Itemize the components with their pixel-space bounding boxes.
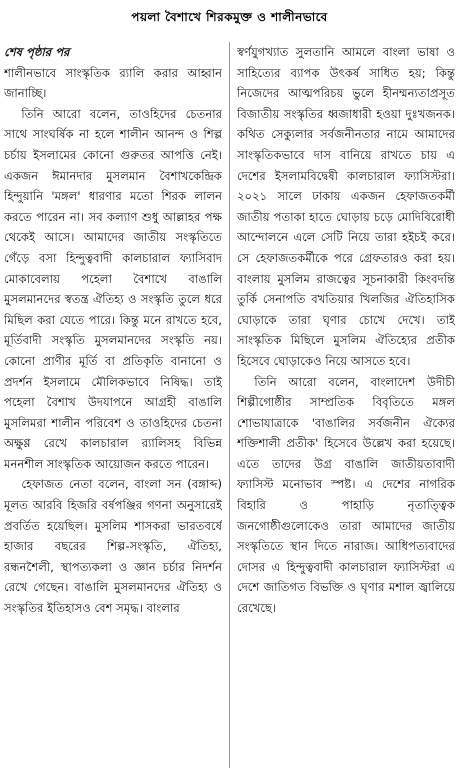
- paragraph: শালীনভাবে সাংস্কৃতিক র‍্যালি করার আহ্বান জানাচ্ছি।: [4, 65, 222, 101]
- paragraph: হেফাজত নেতা বলেন, বাংলা সন (বঙ্গাব্দ) মূলত আরবি হিজরি বর্ষপঞ্জির গণনা অনুসারেই প্রবর্তিত হয়েছিল। মুসলিম শাসকরা ভারতবর্ষে হাজার বছরের শিল্প-সংস্কৃতি, ঐতিহ্য, রন্ধনশৈলী, স্থাপত্যকলা ও জ্ঞান চর্চার নিদর্শন রেখে গেছেন। বাঙালি মুসলমানদের ঐতিহ্য ও সংস্কৃতির ইতিহাসও বেশ সমৃদ্ধ। বাংলার: [4, 477, 222, 616]
- column-divider: [229, 42, 230, 768]
- paragraph: তিনি আরো বলেন, বাংলাদেশ উদীচী শিল্পীগোষ্ঠীর সাম্প্রতিক বিবৃতিতে মঙ্গল শোভাযাত্রাকে 'বাঙালির সর্বজনীন ঐক্যের শক্তিশালী প্রতীক' হিসেবে উল্লেখ করা হয়েছে। এতে তাদের উগ্র বাঙালি জাতীয়তাবাদী ফ্যাসিস্ট মনোভাব স্পষ্ট। এ দেশের নাগরিক বিহারি ও পাহাড়ি নৃতাত্ত্বিক জনগোষ্ঠীগুলোকেও তারা আমাদের জাতীয় সংস্কৃতিতে স্থান দিতে নারাজ। আধিপত্যবাদের দোসর এ হিন্দুত্ববাদী কালচারাল ফ্যাসিস্টরা এ দেশে জাতিগত বিভক্তি ও ঘৃণার মশাল জ্বালিয়ে রেখেছে।: [237, 374, 455, 616]
- paragraph: স্বর্ণযুগখ্যাত সুলতানি আমলে বাংলা ভাষা ও সাহিত্যের ব্যাপক উৎকর্ষ সাধিত হয়; কিন্তু নিজেদের আত্মপরিচয় ভুলে হীনম্মন্যতাপ্রসূত বিজাতীয় সংস্কৃতির ধ্বজাধারী হওয়া দুঃখজনক। কথিত সেক্যুলার সর্বজনীনতার নামে আমাদের সাংস্কৃতিকভাবে দাস বানিয়ে রাখতে চায় এ দেশের ইসলামবিদ্বেষী কালচারাল ফ্যাসিস্টরা। ২০২১ সালে ঢাকায় একজন হেফাজতকর্মী জাতীয় পতাকা হাতে ঘোড়ায় চড়ে মোদিবিরোধী আন্দোলনে এলে সেটি নিয়ে তারা হইচই করে। সে হেফাজতকর্মীকে পরে গ্রেফতারও করা হয়। বাংলায় মুসলিম রাজত্বের সূচনাকারী কিংবদন্তি তুর্কি সেনাপতি বখতিয়ার খিলজির ঐতিহাসিক ঘোড়াকে তারা ঘৃণার চোখে দেখে। তাই সাংস্কৃতিক মিছিলে মুসলিম ঐতিহ্যের প্রতীক হিসেবে ঘোড়াকেও নিয়ে আসতে হবে।: [237, 45, 455, 368]
- continuation-label: শেষ পৃষ্ঠার পর: [4, 45, 70, 59]
- right-column: [237, 42, 455, 768]
- left-column: [4, 42, 222, 768]
- headline: পয়লা বৈশাখে শিরকমুক্ত ও শালীনভাবে: [131, 10, 328, 24]
- paragraph: তিনি আরো বলেন, তাওহিদের চেতনার সাথে সাংঘর্ষিক না হলে শালীন আনন্দ ও শিল্প চর্চায় ইসলামের কোনো গুরুতর আপত্তি নেই। একজন ঈমানদার মুসলমান বৈশাখকেন্দ্রিক হিন্দুয়ানি 'মঙ্গল' ধারণার মতো শিরক লালন করতে পারেন না। সব কল্যাণ শুধু আল্লাহর পক্ষ থেকেই আসে। আমাদের জাতীয় সংস্কৃতিতে গেঁড়ে বসা হিন্দুত্ববাদী কালচারাল ফ্যাসিবাদ মোকাবেলায় পহেলা বৈশাখে বাঙালি মুসলমানদের স্বতন্ত্র ঐতিহ্য ও সংস্কৃতি তুলে ধরে মিছিল করা যেতে পারে। কিন্তু মনে রাখতে হবে, মূর্তিবাদী সংস্কৃতি মুসলমানদের সংস্কৃতি নয়। কোনো প্রাণীর মূর্তি বা প্রতিকৃতি বানানো ও প্রদর্শন ইসলামে মৌলিকভাবে নিষিদ্ধ। তাই পহেলা বৈশাখ উদযাপনে আগ্রহী বাঙালি মুসলিমরা শালীন পরিবেশ ও তাওহিদের চেতনা অক্ষুণ্ণ রেখে কালচারাল র‍্যালিসহ বিভিন্ন মননশীল সাংস্কৃতিক আয়োজন করতে পারেন।: [4, 106, 222, 471]
